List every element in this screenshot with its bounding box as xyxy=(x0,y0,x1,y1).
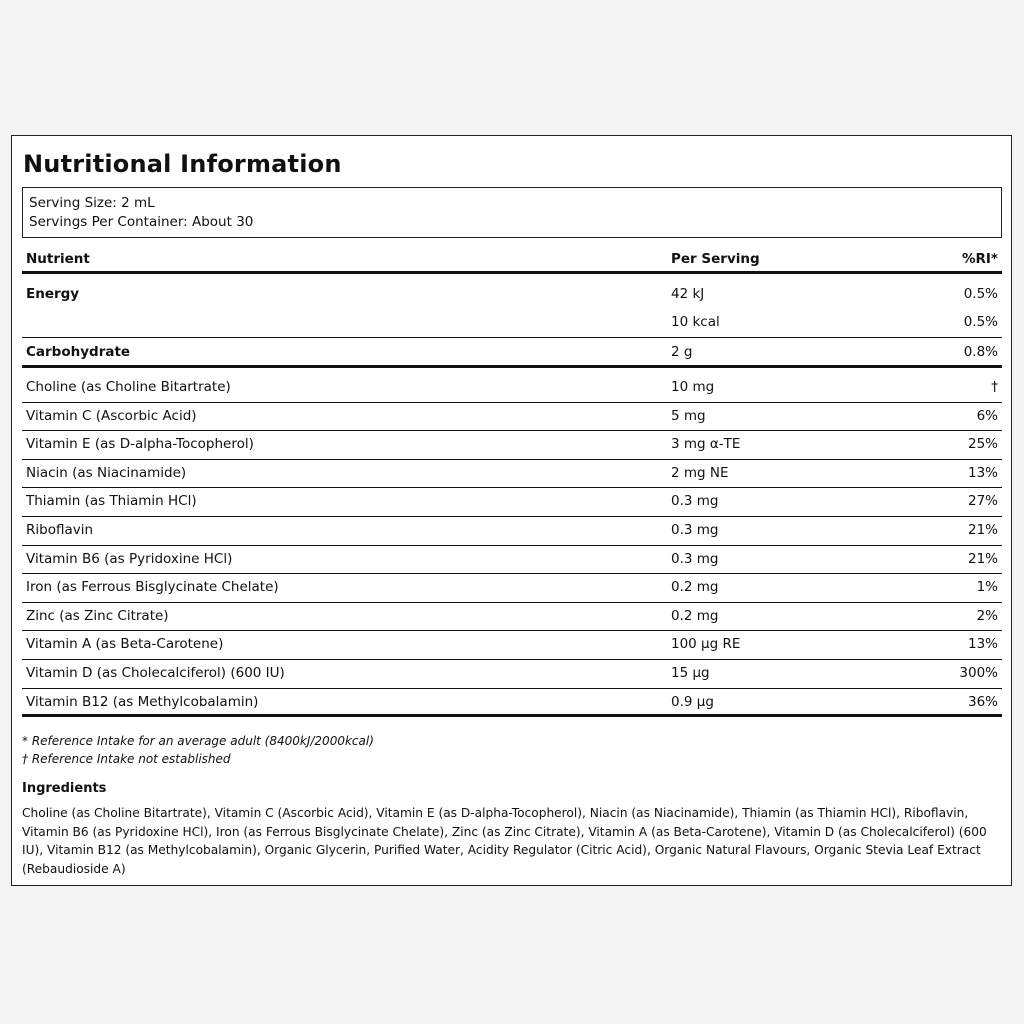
nutrient-ri: 6% xyxy=(976,407,998,424)
nutrition-panel xyxy=(11,135,1012,886)
nutrient-ri: 13% xyxy=(967,464,998,481)
nutrient-per-serving: 2 mg NE xyxy=(671,464,729,481)
nutrient-name: Vitamin E (as D-alpha-Tocopherol) xyxy=(26,436,254,453)
table-row xyxy=(22,603,1002,632)
table-row xyxy=(22,460,1002,489)
header-ri: %RI* xyxy=(961,251,998,267)
footnote-reference-intake: * Reference Intake for an average adult (8400kJ/2000kcal) xyxy=(22,734,374,748)
nutrient-name: Vitamin D (as Cholecalciferol) (600 IU) xyxy=(26,664,285,681)
nutrient-ri: 25% xyxy=(967,436,998,453)
table-row xyxy=(22,374,1002,403)
nutrient-name: Vitamin A (as Beta-Carotene) xyxy=(26,636,224,653)
table-row xyxy=(22,574,1002,603)
carbohydrate-row xyxy=(22,338,1002,368)
footnotes xyxy=(22,732,374,768)
energy-kj: 42 kJ xyxy=(671,286,705,302)
nutrient-rows xyxy=(22,374,1002,717)
nutrient-per-serving: 100 µg RE xyxy=(671,636,741,653)
nutrient-per-serving: 0.9 µg xyxy=(671,693,714,710)
nutrient-per-serving: 10 mg xyxy=(671,379,715,395)
table-row xyxy=(22,660,1002,689)
carbohydrate-label: Carbohydrate xyxy=(26,344,131,360)
servings-per-container: Servings Per Container: About 30 xyxy=(29,214,254,230)
energy-kj-ri: 0.5% xyxy=(963,286,998,302)
nutrient-ri: 21% xyxy=(967,521,998,538)
nutrient-per-serving: 15 µg xyxy=(671,664,710,681)
serving-size: Serving Size: 2 mL xyxy=(29,195,155,211)
nutrient-name: Iron (as Ferrous Bisglycinate Chelate) xyxy=(26,579,279,596)
energy-kcal-ri: 0.5% xyxy=(963,314,998,330)
nutrient-per-serving: 3 mg α-TE xyxy=(671,436,741,453)
nutrient-name: Vitamin B12 (as Methylcobalamin) xyxy=(26,693,259,710)
nutrient-name: Riboflavin xyxy=(26,521,94,538)
header-nutrient: Nutrient xyxy=(26,251,90,267)
nutrient-ri: 21% xyxy=(967,550,998,567)
nutrient-name: Vitamin B6 (as Pyridoxine HCl) xyxy=(26,550,233,567)
nutrient-name: Choline (as Choline Bitartrate) xyxy=(26,379,231,395)
nutrient-per-serving: 5 mg xyxy=(671,407,706,424)
energy-kcal: 10 kcal xyxy=(671,314,720,330)
ingredients-heading: Ingredients xyxy=(22,781,107,796)
page-title: Nutritional Information xyxy=(23,150,342,178)
nutrient-name: Niacin (as Niacinamide) xyxy=(26,464,187,481)
table-row xyxy=(22,431,1002,460)
nutrient-ri: 1% xyxy=(976,579,998,596)
nutrient-ri: 36% xyxy=(967,693,998,710)
energy-label: Energy xyxy=(26,286,80,302)
nutrient-per-serving: 0.3 mg xyxy=(671,550,719,567)
table-row xyxy=(22,689,1002,718)
table-row xyxy=(22,546,1002,575)
header-per-serving: Per Serving xyxy=(671,251,760,267)
energy-row xyxy=(22,274,1002,338)
ingredients-text: Choline (as Choline Bitartrate), Vitamin C (Ascorbic Acid), Vitamin E (as D-alpha-Tocopherol), Niacin (as Niacinamide), Thiamin (as Thiamin HCl), Riboflavin, Vitamin B6 (as Pyridoxine HCl), Iron (as Ferrous Bisglycinate Chelate), Zinc (as Zinc Citrate), Vitamin A (as Beta-Carotene), Vitamin D (as Cholecalciferol) (600 IU), Vitamin B12 (as Methylcobalamin), Organic Glycerin, Purified Water, Acidity Regulator (Citric Acid), Organic Natural Flavours, Organic Stevia Leaf Extract (Rebaudioside A) xyxy=(22,806,987,876)
nutrient-per-serving: 0.3 mg xyxy=(671,521,719,538)
nutrient-name: Zinc (as Zinc Citrate) xyxy=(26,607,169,624)
footnote-not-established: † Reference Intake not established xyxy=(22,752,231,766)
table-row xyxy=(22,631,1002,660)
table-row xyxy=(22,517,1002,546)
nutrient-name: Vitamin C (Ascorbic Acid) xyxy=(26,407,197,424)
nutrient-per-serving: 0.2 mg xyxy=(671,579,719,596)
table-header-row xyxy=(22,247,1002,274)
nutrient-name: Thiamin (as Thiamin HCl) xyxy=(26,493,197,510)
serving-info-box xyxy=(22,187,1002,238)
nutrient-ri: 27% xyxy=(967,493,998,510)
nutrient-per-serving: 0.2 mg xyxy=(671,607,719,624)
nutrient-ri: 2% xyxy=(976,607,998,624)
nutrient-per-serving: 0.3 mg xyxy=(671,493,719,510)
nutrient-ri: 13% xyxy=(967,636,998,653)
nutrient-ri: 300% xyxy=(959,664,998,681)
table-row xyxy=(22,403,1002,432)
carbohydrate-ri: 0.8% xyxy=(963,344,998,360)
table-row xyxy=(22,488,1002,517)
carbohydrate-per: 2 g xyxy=(671,344,693,360)
nutrient-ri: † xyxy=(991,379,998,395)
